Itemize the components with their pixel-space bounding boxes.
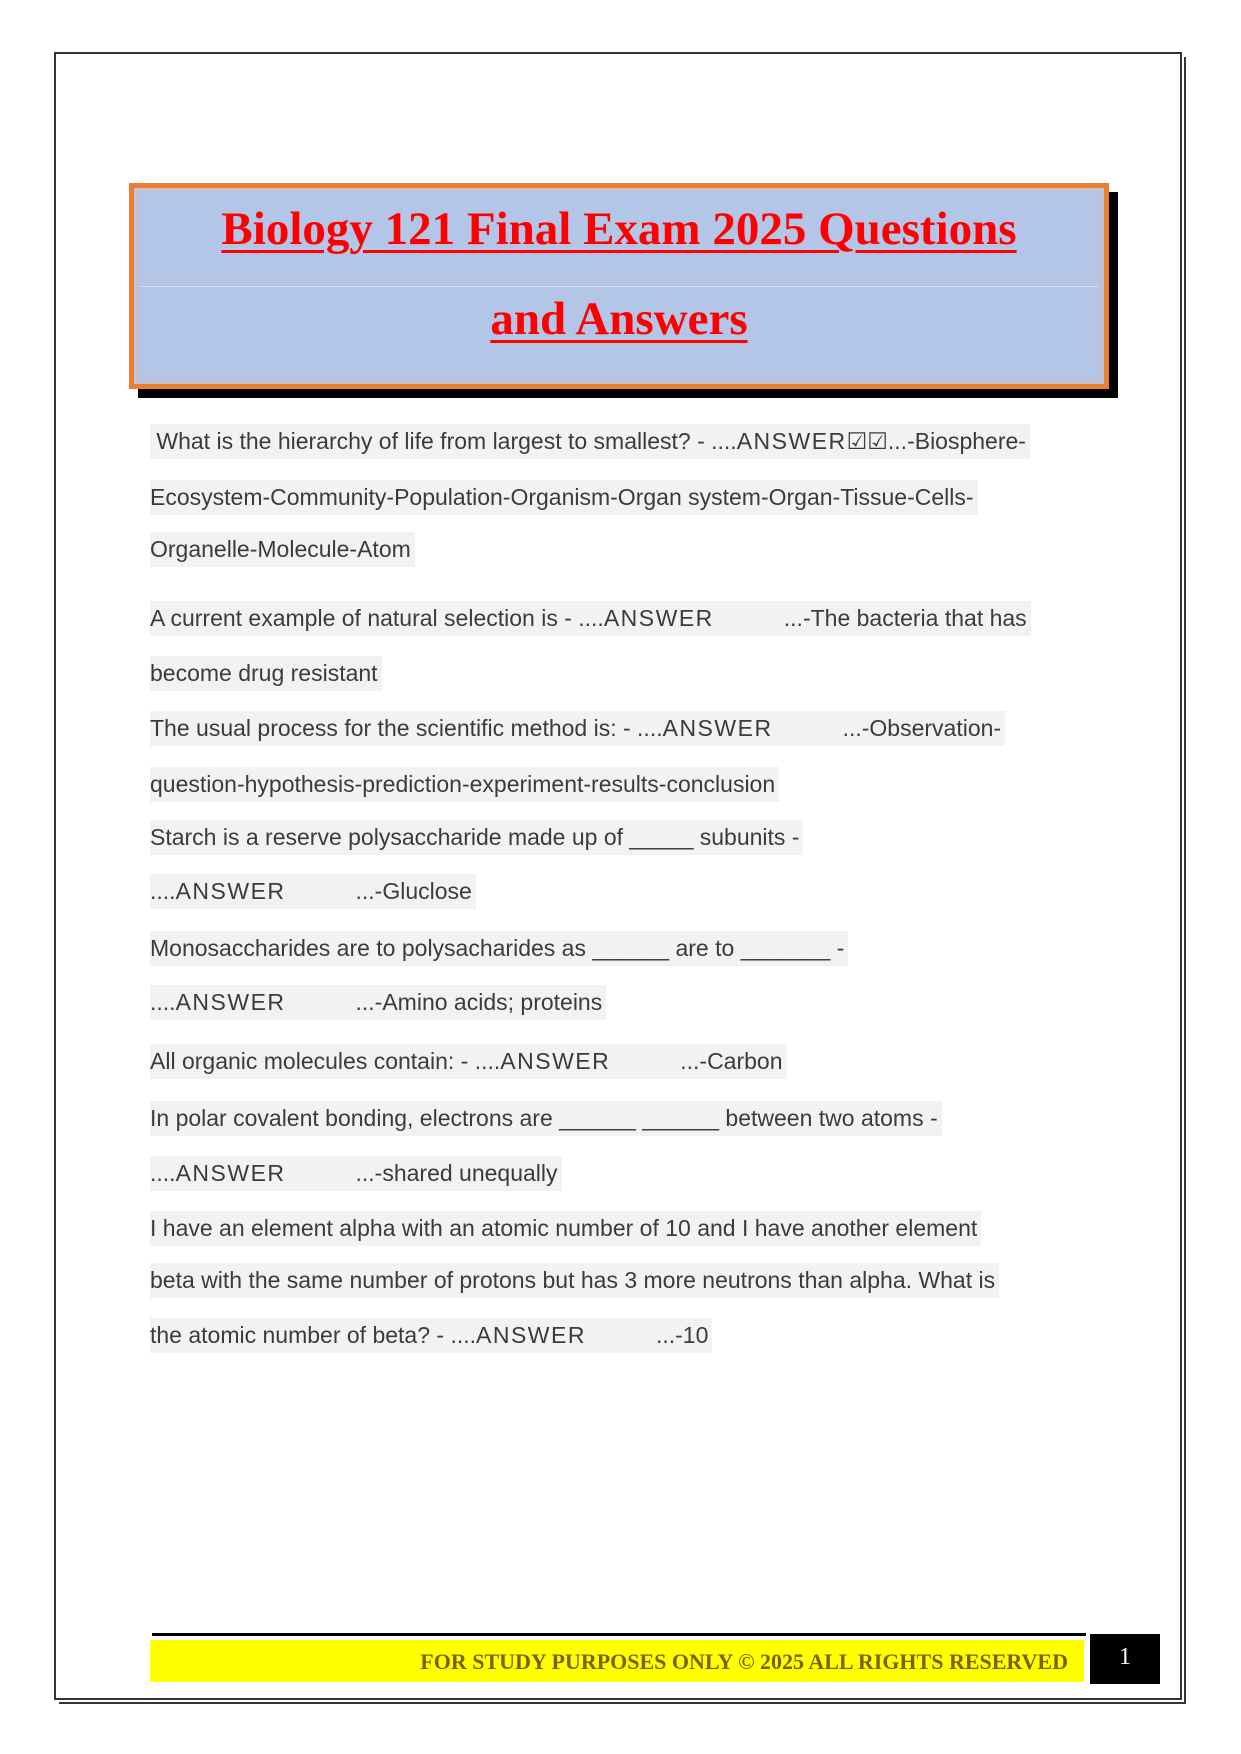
answer-text: ...-Gluclose	[355, 878, 472, 904]
question-text: ....	[150, 878, 176, 904]
answer-label: ANSWER	[175, 989, 286, 1015]
qa-line-starch-question: Starch is a reserve polysaccharide made up of _____ subunits -	[150, 820, 803, 855]
qa-line-scientific-method-cont: question-hypothesis-prediction-experiment-results-conclusion	[150, 767, 779, 802]
answer-text: ☑☑...-Biosphere-	[846, 428, 1026, 454]
answer-text: ...-10	[655, 1322, 709, 1348]
question-text: All organic molecules contain: - ....	[150, 1048, 501, 1074]
question-text: The usual process for the scientific method is: - ....	[150, 715, 663, 741]
document-title-line-2: and Answers	[490, 293, 748, 345]
answer-label: ANSWER	[500, 1048, 611, 1074]
answer-label: ANSWER	[603, 605, 714, 631]
answer-text: ...-Carbon	[680, 1048, 783, 1074]
qa-line-hierarchy-cont-2: Organelle-Molecule-Atom	[150, 532, 415, 567]
footer-rule	[152, 1633, 1086, 1636]
qa-line-hierarchy-question	[150, 424, 1030, 459]
qa-line-polar-covalent-question: In polar covalent bonding, electrons are ______ ______ between two atoms -	[150, 1101, 942, 1136]
qa-line-scientific-method	[150, 711, 1005, 746]
answer-label: ANSWER	[736, 428, 847, 454]
answer-text: ...-shared unequally	[355, 1160, 558, 1186]
answer-label: ANSWER	[175, 1160, 286, 1186]
qa-line-atomic-number-1: I have an element alpha with an atomic number of 10 and I have another element	[150, 1211, 981, 1246]
qa-line-natural-selection-cont: become drug resistant	[150, 656, 382, 691]
qa-line-starch-answer	[150, 874, 476, 909]
qa-line-monosaccharides-answer	[150, 985, 606, 1020]
answer-text: ...-The bacteria that has	[783, 605, 1027, 631]
answer-label: ANSWER	[662, 715, 773, 741]
qa-line-atomic-number-answer	[150, 1318, 712, 1353]
qa-line-monosaccharides-question: Monosaccharides are to polysacharides as ______ are to _______ -	[150, 931, 848, 966]
answer-label: ANSWER	[175, 878, 286, 904]
footer-notice: FOR STUDY PURPOSES ONLY © 2025 ALL RIGHTS RESERVED	[420, 1649, 1068, 1674]
question-text: ....	[150, 1160, 176, 1186]
question-text: the atomic number of beta? - ....	[150, 1322, 476, 1348]
qa-line-polar-covalent-answer	[150, 1156, 562, 1191]
answer-text: ...-Observation-	[842, 715, 1002, 741]
question-text: What is the hierarchy of life from largest to smallest? - ....	[150, 428, 737, 454]
page-number: 1	[1090, 1634, 1160, 1684]
qa-line-organic-molecules	[150, 1044, 787, 1079]
qa-line-natural-selection	[150, 601, 1031, 636]
question-text: A current example of natural selection is - ....	[150, 605, 604, 631]
footer-band	[150, 1640, 1084, 1682]
qa-line-atomic-number-2: beta with the same number of protons but has 3 more neutrons than alpha. What is	[150, 1263, 999, 1298]
question-text: ....	[150, 989, 176, 1015]
answer-text: ...-Amino acids; proteins	[355, 989, 603, 1015]
title-box	[129, 183, 1109, 389]
document-title-line-1: Biology 121 Final Exam 2025 Questions	[221, 203, 1017, 255]
answer-label: ANSWER	[476, 1322, 586, 1348]
qa-line-hierarchy-cont-1: Ecosystem-Community-Population-Organism-Organ system-Organ-Tissue-Cells-	[150, 480, 978, 515]
